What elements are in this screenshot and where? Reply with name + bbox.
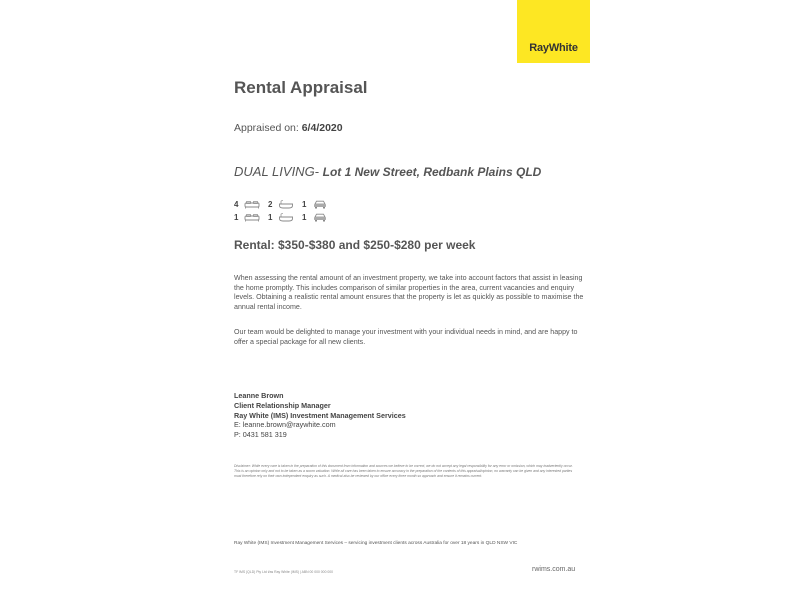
signatory-email: E: leanne.brown@raywhite.com [234,420,336,430]
legal-footer: TF IMS (QLD) Pty Ltd t/as Ray White (IMS) | ABN 00 000 000 000 [234,570,334,574]
appraised-date: 6/4/2020 [301,122,343,134]
bed-icon [244,213,260,222]
feature-carspaces [302,200,328,209]
signature-block [234,391,406,440]
bath-icon [278,200,294,209]
website-url: rwims.com.au [532,566,576,573]
property-heading [234,164,541,179]
feature-bedrooms [234,200,260,209]
brand-logo-text: RayWhite [529,42,578,54]
signatory-name: Leanne Brown [234,391,284,400]
signatory-company: Ray White (IMS) Investment Management Services [234,410,406,420]
property-features [234,198,336,224]
assessment-paragraph: When assessing the rental amount of an investment property, we take into account factors that assist in leasing the home promptly. This includes comparison of similar properties in the area, current vacancies and enquiry levels. Obtaining a realistic rental amount ensures that the property is let as quickly as possible to maximise the annual rental income. [234,274,584,311]
management-paragraph: Our team would be delighted to manage your investment with your individual needs in mind, and are happy to offer a special package for all new clients. [234,328,578,346]
car-count: 1 [302,199,307,209]
feature-bedrooms [234,213,260,222]
feature-bathrooms [268,213,294,222]
features-row-2 [234,211,336,223]
appraised-date-line [234,122,343,134]
appraised-label: Appraised on: [234,122,302,134]
car-count: 1 [302,212,307,222]
bedroom-count: 4 [234,199,239,209]
footer-note: Ray White (IMS) Investment Management Services – servicing investment clients across Australia for over 18 years in QLD NSW VIC [234,541,518,546]
bathroom-count: 2 [268,199,273,209]
page-title: Rental Appraisal [234,78,368,97]
bathroom-count: 1 [268,212,273,222]
property-address: Lot 1 New Street, Redbank Plains QLD [322,165,542,179]
bedroom-count: 1 [234,212,239,222]
car-icon [312,200,328,209]
rental-range: Rental: $350-$380 and $250-$280 per week [234,238,476,252]
feature-bathrooms [268,200,294,209]
bath-icon [278,213,294,222]
car-icon [312,213,328,222]
signatory-role: Client Relationship Manager [234,400,331,410]
feature-carspaces [302,213,328,222]
bed-icon [244,200,260,209]
disclaimer-text: Disclaimer: While every care is taken in the preparation of this document from information and sources we believe to be correct, we do not accept any legal responsibility for any error or omission, which may inadvertently occur. This is an opinion only and not to be taken as a sworn valuation. While all care has been taken to ensure accuracy in the preparation of the contents of this appraisal/opinion, no warranty can be given and any interested parties must therefore rely on their own independent enquiry as such. A medical also be reviewed by our office every three month so approach and ensure it remains current. [234,464,573,478]
brand-logo [517,0,590,63]
features-row-1 [234,198,336,210]
property-type: DUAL LIVING- [234,164,323,179]
signatory-phone: P: 0431 581 319 [234,430,287,440]
